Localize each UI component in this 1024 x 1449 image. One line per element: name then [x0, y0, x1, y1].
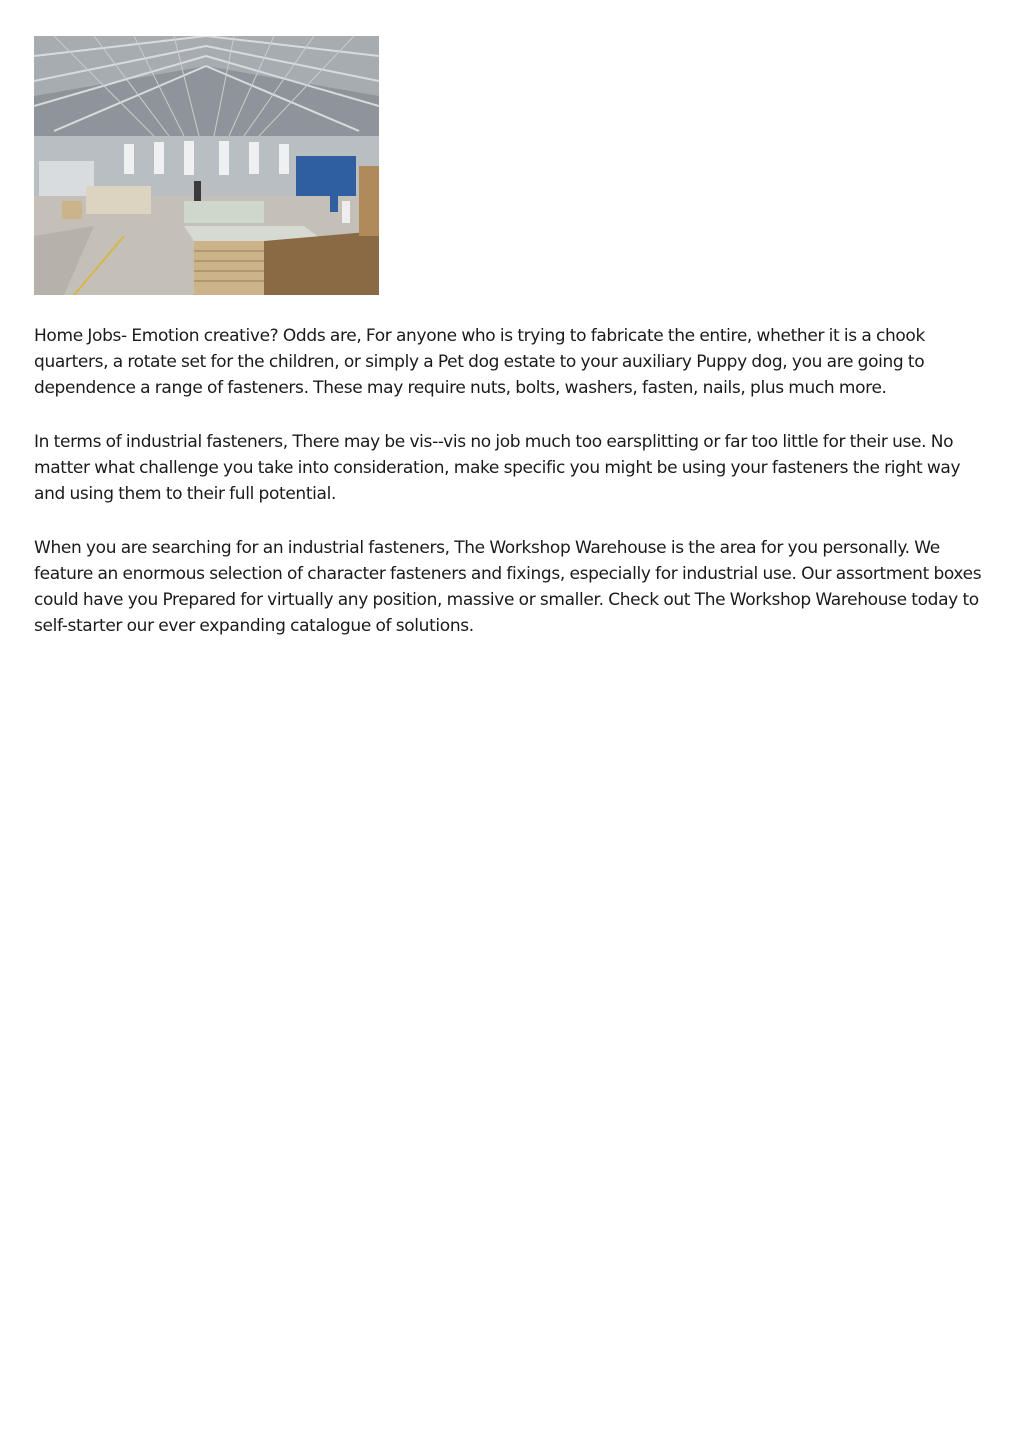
worker: [330, 186, 338, 212]
article-body: [34, 323, 994, 667]
paragraph-3: When you are searching for an industrial fasteners, The Workshop Warehouse is the area for you personally. We feature an enormous selection of character fasteners and fixings, especially for industrial use. Our assortment boxes could have you Prepared for virtually any position, massive or smaller. Check out The Workshop Warehouse today to self-starter our ever expanding catalogue of solutions.: [34, 538, 982, 636]
wood-floor-boards: [264, 231, 379, 295]
worker: [194, 181, 201, 201]
factory-photo: [34, 36, 379, 295]
green-panels: [184, 201, 264, 223]
paragraph-2: In terms of industrial fasteners, There may be vis--vis no job much too earsplitting or far too little for their use. No matter what challenge you take into consideration, make specific you might be using your fasteners the right way and using them to their full potential.: [34, 432, 961, 504]
workbench: [86, 186, 151, 214]
crate: [62, 201, 82, 219]
board-stack: [194, 241, 264, 295]
worker: [342, 201, 350, 223]
paragraph-1: Home Jobs- Emotion creative? Odds are, For anyone who is trying to fabricate the entire, whether it is a chook quarters, a rotate set for the children, or simply a Pet dog estate to your auxiliary Puppy dog, you are going to dependence a range of fasteners. These may require nuts, bolts, washers, fasten, nails, plus much more.: [34, 326, 925, 398]
factory-photo-illustration: [34, 36, 379, 295]
blue-machine: [296, 156, 356, 196]
right-cabinet: [359, 166, 379, 236]
left-machine: [39, 161, 94, 201]
